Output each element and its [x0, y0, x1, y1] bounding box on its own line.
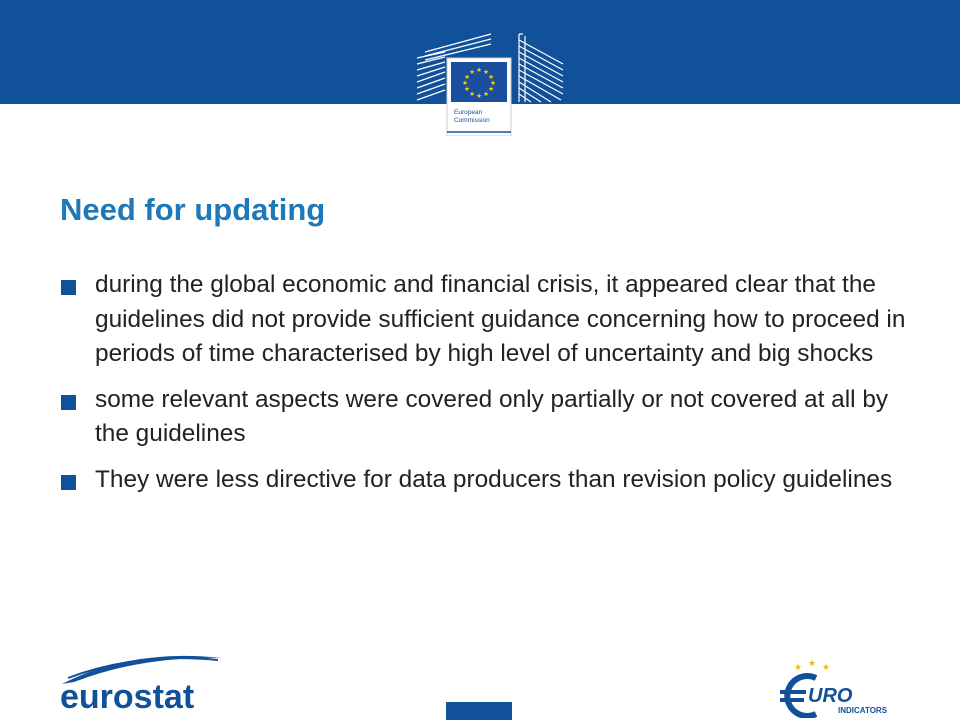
footer-tab — [446, 702, 512, 720]
indicators-wordmark: INDICATORS — [838, 706, 888, 715]
logo-text-line-2: Commission — [454, 117, 490, 124]
euro-wordmark: URO — [808, 685, 853, 707]
euro-indicators-logo — [776, 658, 894, 718]
bullet-text: some relevant aspects were covered only partially or not covered at all by the guidelines — [95, 385, 889, 447]
eurostat-logo — [52, 648, 230, 716]
svg-text:★: ★ — [469, 68, 475, 76]
svg-text:★: ★ — [476, 92, 482, 100]
bullet-item — [60, 383, 920, 452]
european-commission-logo — [411, 30, 571, 136]
svg-text:★: ★ — [476, 66, 482, 74]
svg-text:★: ★ — [483, 68, 489, 76]
svg-text:★: ★ — [793, 663, 803, 673]
svg-text:★: ★ — [462, 79, 468, 87]
euro-stars-icon — [794, 659, 830, 673]
bullet-item — [60, 268, 920, 372]
slide-title: Need for updating — [60, 192, 326, 227]
bullet-text: They were less directive for data producers than revision policy guidelines — [95, 465, 893, 493]
logo-text-line-1: European — [454, 109, 483, 116]
square-bullet-icon — [61, 475, 76, 490]
svg-text:★: ★ — [488, 85, 494, 93]
bullet-text: during the global economic and financial crisis, it appeared clear that the guidelines did not provide sufficient guidance concerning how to proceed in periods of time characterised by high level of uncertainty and big shocks — [95, 271, 906, 367]
square-bullet-icon — [61, 280, 76, 295]
bullet-list — [60, 268, 920, 508]
square-bullet-icon — [61, 395, 76, 410]
bullet-item — [60, 463, 920, 498]
svg-text:★: ★ — [483, 90, 489, 98]
svg-text:★: ★ — [821, 663, 831, 673]
svg-text:★: ★ — [488, 73, 494, 81]
svg-text:★: ★ — [807, 659, 817, 669]
svg-text:★: ★ — [469, 90, 475, 98]
svg-text:★: ★ — [464, 85, 470, 93]
svg-text:★: ★ — [464, 73, 470, 81]
svg-text:★: ★ — [490, 79, 496, 87]
eurostat-wordmark: eurostat — [60, 678, 195, 716]
